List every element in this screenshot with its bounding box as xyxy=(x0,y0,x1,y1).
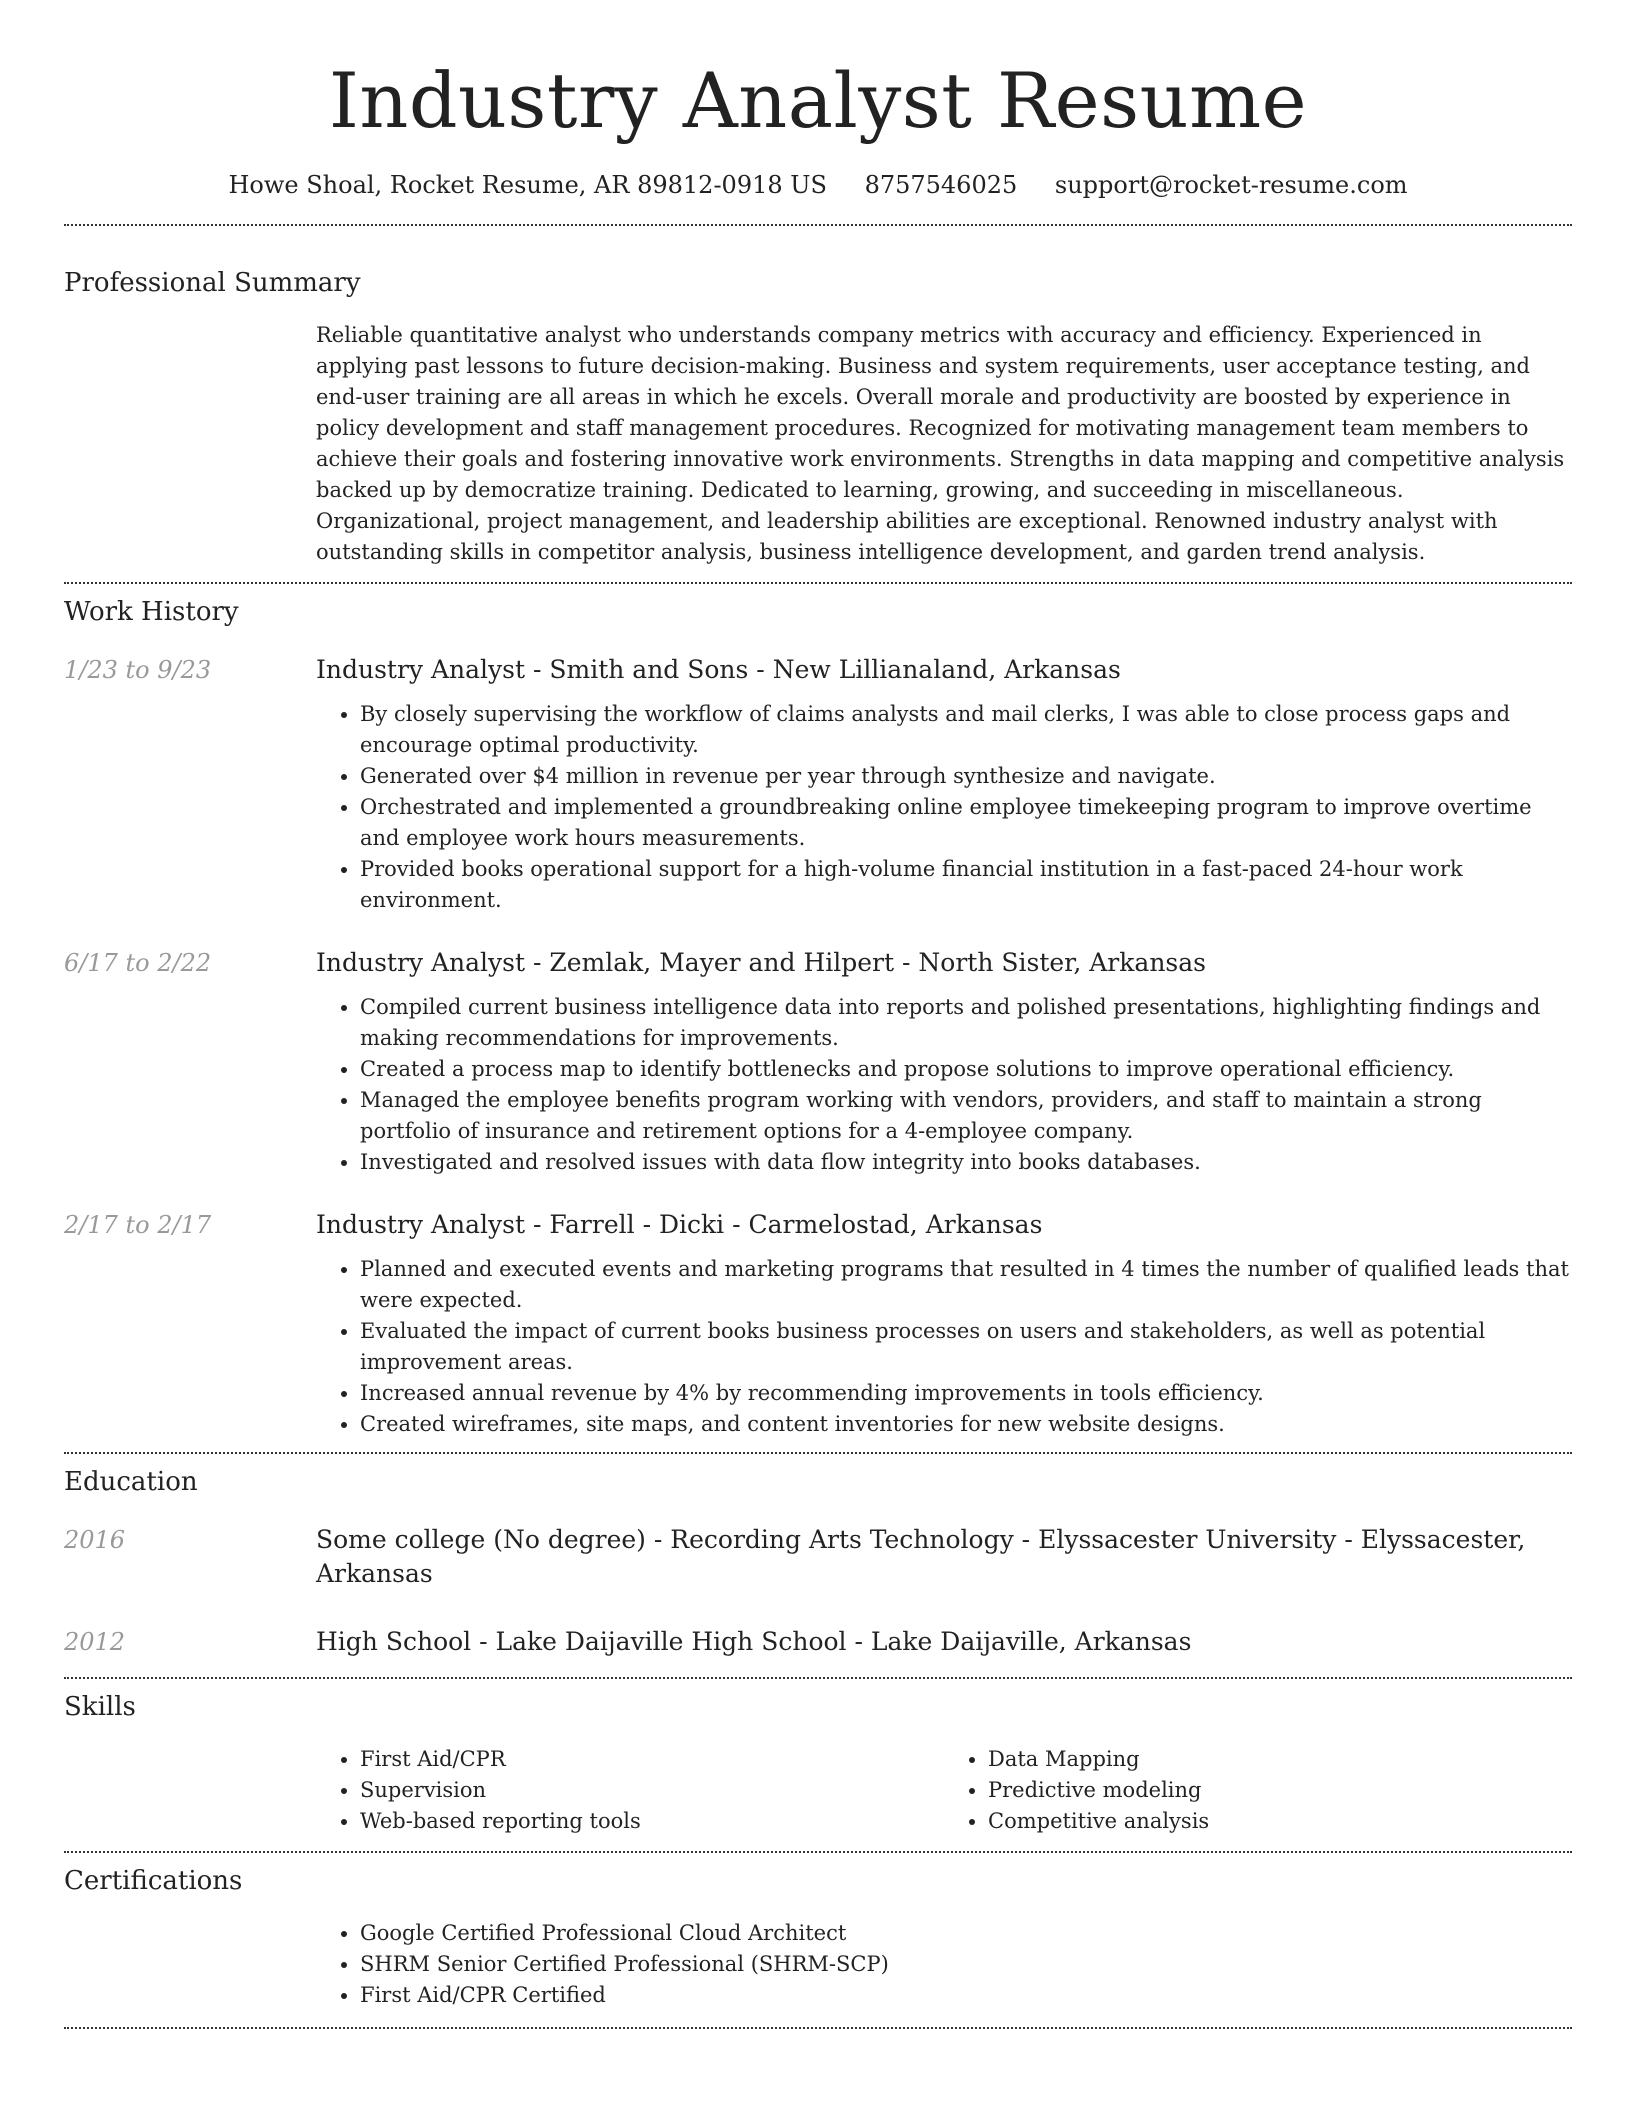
list-item: • Investigated and resolved issues with data flow integrity into books databases. xyxy=(360,1147,1572,1178)
list-item: • Orchestrated and implemented a groundbreaking online employee timekeeping program to improve overtime and employee work hours measurements. xyxy=(360,792,1572,854)
resume-title: Industry Analyst Resume xyxy=(328,56,1308,145)
list-item: • Data Mapping xyxy=(988,1744,1572,1775)
list-item: • Predictive modeling xyxy=(988,1775,1572,1806)
contact-line xyxy=(64,168,1572,202)
job-bullets xyxy=(316,992,1572,1178)
summary-heading: Professional Summary xyxy=(64,268,361,298)
skills-list-right xyxy=(944,1744,1572,1837)
list-item: • First Aid/CPR Certified xyxy=(360,1980,1572,2011)
list-item: • Managed the employee benefits program working with vendors, providers, and staff to maintain a strong portfolio of insurance and retirement options for a 4-employee company. xyxy=(360,1085,1572,1147)
divider xyxy=(64,1851,1572,1853)
divider xyxy=(64,1452,1572,1454)
contact-email: support@rocket-resume.com xyxy=(1054,171,1408,199)
education-section xyxy=(64,1465,1572,1659)
list-item: • Compiled current business intelligence data into reports and polished presentations, highlighting findings and making recommendations for improvements. xyxy=(360,992,1572,1054)
skills-section xyxy=(64,1690,1572,1837)
job-title: Industry Analyst - Smith and Sons - New Lillianaland, Arkansas xyxy=(316,655,1121,684)
education-year: 2012 xyxy=(64,1628,126,1656)
summary-text: Reliable quantitative analyst who understands company metrics with accuracy and efficiency. Experienced in applying past lessons to future decision-making. Business and system requirements, user acceptance testing, and end-user training are all areas in which he excels. Overall morale and productivity are boosted by experience in policy development and staff management procedures. Recognized for motivating management team members to achieve their goals and fostering innovative work environments. Strengths in data mapping and competitive analysis backed up by democratize training. Dedicated to learning, growing, and succeeding in miscellaneous. Organizational, project management, and leadership abilities are exceptional. Renowned industry analyst with outstanding skills in competitor analysis, business intelligence development, and garden trend analysis. xyxy=(316,323,1565,564)
education-year: 2016 xyxy=(64,1526,126,1554)
education-entry xyxy=(64,1523,1572,1591)
list-item: • Supervision xyxy=(360,1775,944,1806)
divider xyxy=(64,224,1572,226)
work-history-heading: Work History xyxy=(64,597,239,627)
job-title: Industry Analyst - Zemlak, Mayer and Hilpert - North Sister, Arkansas xyxy=(316,948,1206,977)
list-item: • Competitive analysis xyxy=(988,1806,1572,1837)
education-text: Some college (No degree) - Recording Arts Technology - Elyssacester University - Elyssacester, Arkansas xyxy=(316,1525,1526,1588)
list-item: • First Aid/CPR xyxy=(360,1744,944,1775)
certifications-heading: Certifications xyxy=(64,1866,243,1896)
job-title: Industry Analyst - Farrell - Dicki - Carmelostad, Arkansas xyxy=(316,1210,1043,1239)
list-item: • Created a process map to identify bottlenecks and propose solutions to improve operational efficiency. xyxy=(360,1054,1572,1085)
job-date: 2/17 to 2/17 xyxy=(64,1211,212,1239)
divider xyxy=(64,1677,1572,1679)
job-bullets xyxy=(316,1254,1572,1440)
list-item: • Created wireframes, site maps, and content inventories for new website designs. xyxy=(360,1409,1572,1440)
list-item: • Web-based reporting tools xyxy=(360,1806,944,1837)
work-history-section xyxy=(64,595,1572,1440)
education-entry xyxy=(64,1625,1572,1659)
job-bullets xyxy=(316,699,1572,916)
list-item: • Evaluated the impact of current books business processes on users and stakeholders, as well as potential improvement areas. xyxy=(360,1316,1572,1378)
divider xyxy=(64,582,1572,584)
summary-section xyxy=(64,266,1572,568)
education-heading: Education xyxy=(64,1467,198,1497)
skills-list-left xyxy=(316,1744,944,1837)
job-entry xyxy=(64,653,1572,916)
job-entry xyxy=(64,946,1572,1178)
skills-heading: Skills xyxy=(64,1692,136,1722)
certifications-list xyxy=(316,1918,1572,2011)
list-item: • Planned and executed events and marketing programs that resulted in 4 times the number of qualified leads that were expected. xyxy=(360,1254,1572,1316)
contact-phone: 8757546025 xyxy=(864,171,1018,199)
list-item: • SHRM Senior Certified Professional (SHRM-SCP) xyxy=(360,1949,1572,1980)
education-text: High School - Lake Daijaville High School - Lake Daijaville, Arkansas xyxy=(316,1627,1192,1656)
job-entry xyxy=(64,1208,1572,1440)
job-date: 1/23 to 9/23 xyxy=(64,656,212,684)
list-item: • Increased annual revenue by 4% by recommending improvements in tools efficiency. xyxy=(360,1378,1572,1409)
list-item: • Google Certified Professional Cloud Architect xyxy=(360,1918,1572,1949)
job-date: 6/17 to 2/22 xyxy=(64,949,212,977)
list-item: • Provided books operational support for a high-volume financial institution in a fast-paced 24-hour work environment. xyxy=(360,854,1572,916)
contact-address: Howe Shoal, Rocket Resume, AR 89812-0918 US xyxy=(228,171,827,199)
resume-page xyxy=(64,0,1572,2029)
divider xyxy=(64,2027,1572,2029)
list-item: • By closely supervising the workflow of claims analysts and mail clerks, I was able to close process gaps and encourage optimal productivity. xyxy=(360,699,1572,761)
certifications-section xyxy=(64,1864,1572,2011)
list-item: • Generated over $4 million in revenue per year through synthesize and navigate. xyxy=(360,761,1572,792)
